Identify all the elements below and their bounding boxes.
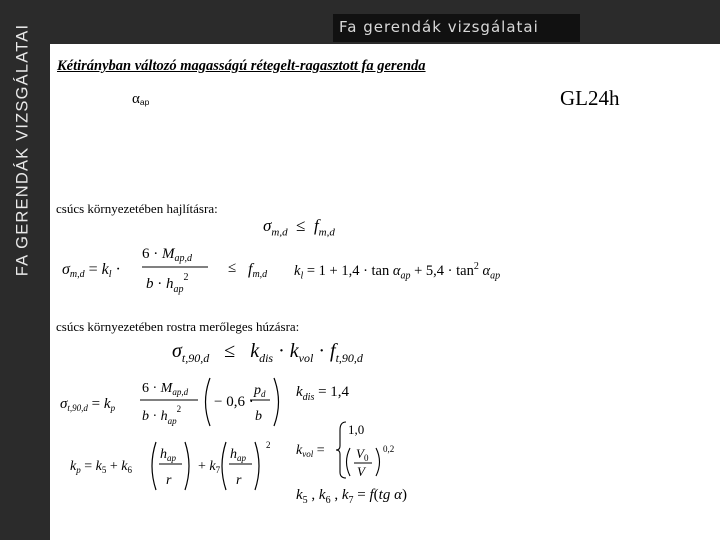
formula-tension-stress xyxy=(58,372,288,437)
formula-kp xyxy=(68,436,288,499)
svg-text:hap: $h_{ap}$ xyxy=(160,447,176,463)
svg-text:b: b xyxy=(255,409,262,424)
svg-text:1,0: 1,0 xyxy=(348,422,365,437)
svg-text:kvol =: $k_{vol}$ = xyxy=(296,443,325,459)
section-tension-label: csúcs környezetében rostra merőleges húzásra: xyxy=(56,319,300,334)
main-heading: Kétirányban változó magasságú rétegelt-ragasztott fa gerenda xyxy=(57,58,426,74)
svg-text:pd: $p_d$ xyxy=(254,383,266,399)
svg-text:6 · Map,d: $6 \cdot M_{ap,d}$ xyxy=(142,381,189,397)
svg-text:V: V xyxy=(357,464,365,479)
content-panel xyxy=(50,44,720,540)
svg-text:− 0,6 ·: − 0,6 · xyxy=(214,394,254,410)
vertical-section-title xyxy=(0,0,46,300)
grade-label: GL24h xyxy=(560,86,620,110)
formula-bending-condition: $\sigma_{m,d} \le f_{m,d}$ xyxy=(263,216,335,239)
svg-text:≤: ≤ xyxy=(228,260,237,276)
svg-text:b · hap2: $b \cdot h_{ap}^2$ xyxy=(142,404,182,426)
svg-text:fm,d: fm,d xyxy=(248,261,268,280)
formula-kdis: $k_{dis} = 1,4$ xyxy=(296,384,350,403)
svg-text:r: r xyxy=(166,473,172,488)
formula-k567: $k_5$ , $k_6$ , $k_7 = f(tg$ α) xyxy=(296,487,407,506)
svg-text:b · hap2: $b \cdot h_{ap}^2$ xyxy=(146,272,189,295)
svg-text:r: r xyxy=(236,473,242,488)
formula-tension-condition: $\sigma_{t,90,d} \le k_{dis} \cdot k_{vol} \cdot f_{t,90,d}$ xyxy=(172,340,363,365)
svg-text:6 · Map,d: $6 \cdot M_{ap,d}$ xyxy=(142,246,192,264)
svg-text:0,2: 0,2 xyxy=(383,444,395,454)
section-bending-label: csúcs környezetében hajlításra: xyxy=(56,201,218,216)
formula-kvol xyxy=(294,416,424,487)
vertical-title-text: FA GERENDÁK VIZSGÁLATAI xyxy=(13,23,32,277)
svg-text:V0: $V_0$ xyxy=(356,446,369,463)
svg-text:σt,90,d = kp: $\sigma_{t,90,d} = k_p$ xyxy=(60,396,116,413)
svg-text:kp = k5 + k6: $k_p = k_5 + k_6$ xyxy=(70,459,132,475)
formula-bending-stress xyxy=(60,240,320,305)
formula-kl-factor: $k_l = 1 + 1,4 \cdot \tan \alpha_{ap} + 5,4 \cdot \tan^2 \alpha_{ap}$ xyxy=(294,261,501,282)
svg-text:hap: $h_{ap}$ xyxy=(230,447,246,463)
slide-title: Fa gerendák vizsgálatai xyxy=(339,18,539,36)
svg-text:σm,d = kl ·: σm,d = kl · xyxy=(62,261,121,280)
alpha-ap-symbol: $\alpha_{ap}$ xyxy=(132,91,150,107)
svg-text:2: 2 xyxy=(266,440,271,450)
svg-text:+ k7: + $k_7$ xyxy=(198,459,221,475)
slide-header xyxy=(333,14,580,42)
